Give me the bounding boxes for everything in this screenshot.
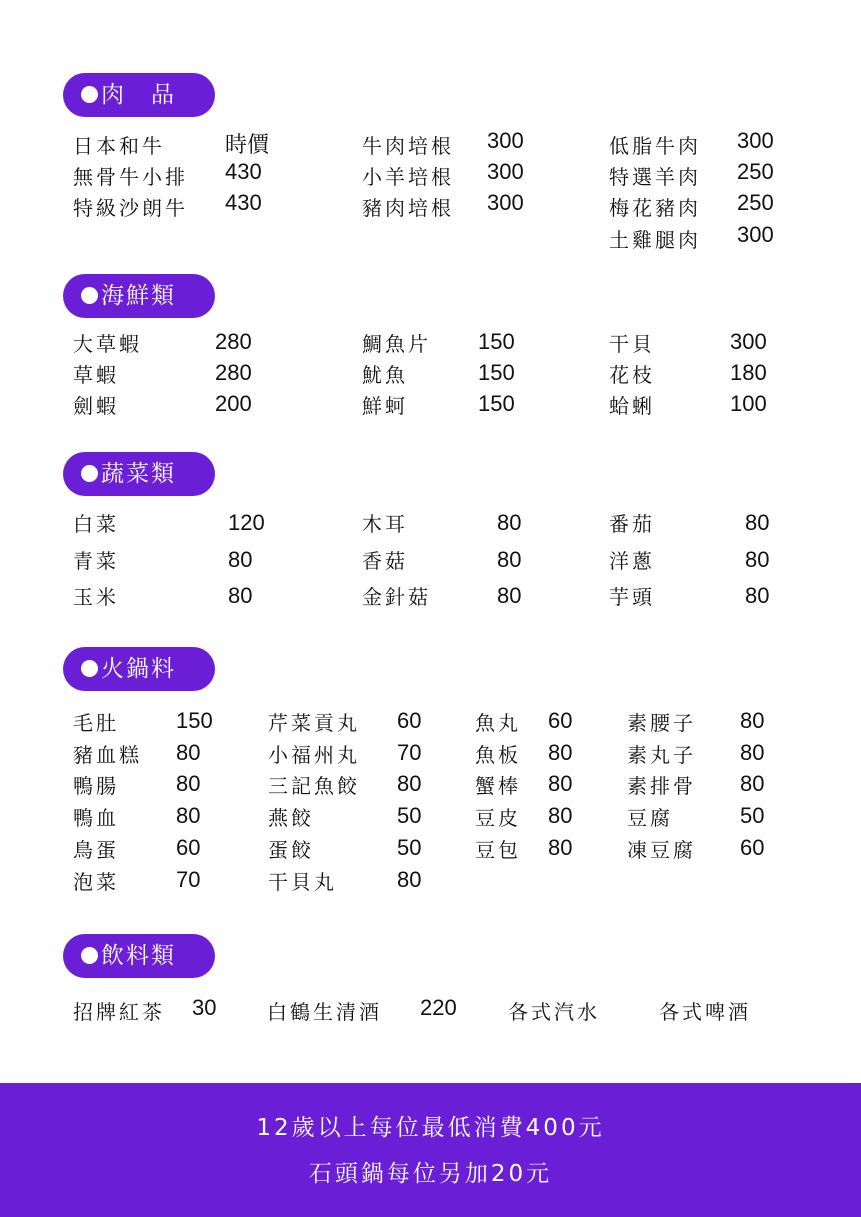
menu-item-name: 小羊培根 [362, 165, 454, 189]
menu-item-name: 金針菇 [362, 585, 431, 609]
menu-item-name: 鯛魚片 [362, 332, 431, 356]
menu-item-price: 300 [737, 128, 774, 153]
menu-item-price: 280 [215, 329, 252, 354]
menu-item-name: 魚板 [475, 743, 521, 767]
menu-item-name: 三記魚餃 [268, 774, 360, 798]
menu-item-name: 素丸子 [627, 743, 696, 767]
menu-item-name: 草蝦 [73, 363, 119, 387]
menu-item-price: 280 [215, 360, 252, 385]
menu-item-price: 120 [228, 510, 265, 535]
menu-item-name: 小福州丸 [268, 743, 360, 767]
menu-item-name: 豆包 [475, 838, 521, 862]
menu-item-price: 80 [745, 583, 770, 608]
menu-item-price: 150 [478, 360, 515, 385]
menu-item-price: 80 [228, 583, 253, 608]
min-charge-note: 12歲以上每位最低消費400元 [256, 1115, 605, 1141]
section-header-hotpot [63, 647, 215, 691]
menu-item-name: 大草蝦 [73, 332, 142, 356]
menu-item-name: 芹菜貢丸 [268, 711, 360, 735]
menu-item-name: 豆皮 [475, 806, 521, 830]
menu-item-name: 番茄 [609, 512, 655, 536]
section-title: 火鍋料 [101, 656, 176, 682]
menu-item-name: 凍豆腐 [627, 838, 696, 862]
menu-item-price: 80 [176, 771, 201, 796]
menu-item-name: 特選羊肉 [609, 165, 701, 189]
menu-item-name: 鴨血 [73, 806, 119, 830]
menu-item-name: 特級沙朗牛 [73, 196, 188, 220]
menu-item-price: 250 [737, 190, 774, 215]
menu-item-name: 蟹棒 [475, 774, 521, 798]
menu-item-price: 80 [176, 740, 201, 765]
menu-item-price: 180 [730, 360, 767, 385]
menu-item-name: 干貝 [609, 332, 655, 356]
menu-item-price: 80 [548, 803, 573, 828]
menu-item-price: 200 [215, 391, 252, 416]
menu-item-price: 80 [548, 771, 573, 796]
menu-item-name: 豬血糕 [73, 743, 142, 767]
menu-item-price: 80 [740, 740, 765, 765]
menu-item-price: 150 [478, 329, 515, 354]
bullet-dot-icon [81, 660, 98, 677]
menu-item-name: 蛋餃 [268, 838, 314, 862]
menu-item-name: 泡菜 [73, 870, 119, 894]
menu-item-price: 50 [740, 803, 765, 828]
menu-item-name: 梅花豬肉 [609, 196, 701, 220]
menu-item-price: 150 [176, 708, 213, 733]
menu-item-name: 土雞腿肉 [609, 228, 701, 252]
menu-item-price: 80 [740, 771, 765, 796]
menu-item-name: 毛肚 [73, 711, 119, 735]
menu-item-price: 60 [176, 835, 201, 860]
menu-item-price: 300 [487, 190, 524, 215]
menu-item-price: 300 [737, 222, 774, 247]
menu-item-name: 低脂牛肉 [609, 134, 701, 158]
menu-item-name: 白菜 [73, 512, 119, 536]
menu-item-name: 蛤蜊 [609, 394, 655, 418]
section-header-meat [63, 73, 215, 117]
section-title: 蔬菜類 [101, 461, 176, 487]
menu-item-name: 花枝 [609, 363, 655, 387]
menu-item-price: 100 [730, 391, 767, 416]
menu-item-price: 50 [397, 835, 422, 860]
menu-item-price: 80 [548, 740, 573, 765]
stone-pot-note: 石頭鍋每位另加20元 [308, 1161, 553, 1187]
menu-item-name: 鮮蚵 [362, 394, 408, 418]
menu-item-price: 80 [548, 835, 573, 860]
menu-item-price: 80 [228, 547, 253, 572]
menu-item-price: 80 [397, 771, 422, 796]
menu-item-name: 無骨牛小排 [73, 165, 188, 189]
menu-item-price: 時價 [225, 132, 270, 157]
section-header-seafood [63, 274, 215, 318]
bullet-dot-icon [81, 287, 98, 304]
menu-item-price: 430 [225, 159, 262, 184]
menu-item-name: 木耳 [362, 512, 408, 536]
section-title: 肉 品 [101, 82, 176, 108]
menu-item-name: 日本和牛 [73, 134, 165, 158]
drink-item-name: 白鶴生清酒 [267, 1000, 382, 1024]
menu-item-name: 洋蔥 [609, 549, 655, 573]
menu-item-name: 豬肉培根 [362, 196, 454, 220]
bullet-dot-icon [81, 947, 98, 964]
menu-item-price: 80 [176, 803, 201, 828]
menu-item-price: 300 [487, 128, 524, 153]
drink-item-price: 220 [420, 995, 457, 1020]
menu-item-name: 青菜 [73, 549, 119, 573]
menu-item-price: 430 [225, 190, 262, 215]
section-header-drinks [63, 934, 215, 978]
menu-item-price: 80 [497, 583, 522, 608]
menu-item-price: 300 [487, 159, 524, 184]
menu-item-price: 80 [497, 510, 522, 535]
footer-banner [0, 1083, 861, 1217]
menu-item-name: 魚丸 [475, 711, 521, 735]
menu-item-name: 玉米 [73, 585, 119, 609]
menu-item-name: 豆腐 [627, 806, 673, 830]
menu-item-price: 50 [397, 803, 422, 828]
menu-item-name: 香菇 [362, 549, 408, 573]
menu-item-price: 250 [737, 159, 774, 184]
menu-item-price: 80 [497, 547, 522, 572]
menu-item-price: 60 [548, 708, 573, 733]
menu-item-name: 燕餃 [268, 806, 314, 830]
menu-item-price: 300 [730, 329, 767, 354]
menu-item-name: 牛肉培根 [362, 134, 454, 158]
drink-item-name: 各式汽水 [508, 1000, 600, 1024]
menu-item-price: 80 [745, 510, 770, 535]
drink-item-name: 招牌紅茶 [73, 1000, 165, 1024]
menu-item-price: 60 [397, 708, 422, 733]
menu-item-name: 魷魚 [362, 363, 408, 387]
menu-item-price: 70 [176, 867, 201, 892]
bullet-dot-icon [81, 465, 98, 482]
menu-item-price: 70 [397, 740, 422, 765]
menu-item-name: 鳥蛋 [73, 838, 119, 862]
menu-item-price: 80 [745, 547, 770, 572]
section-title: 飲料類 [101, 943, 176, 969]
menu-item-name: 劍蝦 [73, 394, 119, 418]
drink-item-name: 各式啤酒 [659, 1000, 751, 1024]
drink-item-price: 30 [192, 995, 217, 1020]
section-title: 海鮮類 [101, 283, 176, 309]
menu-item-name: 芋頭 [609, 585, 655, 609]
menu-item-price: 60 [740, 835, 765, 860]
menu-item-name: 素腰子 [627, 711, 696, 735]
menu-item-price: 80 [397, 867, 422, 892]
section-header-vegetables [63, 452, 215, 496]
menu-item-name: 鴨腸 [73, 774, 119, 798]
menu-item-price: 150 [478, 391, 515, 416]
menu-item-name: 素排骨 [627, 774, 696, 798]
menu-item-name: 干貝丸 [268, 870, 337, 894]
menu-item-price: 80 [740, 708, 765, 733]
bullet-dot-icon [81, 86, 98, 103]
